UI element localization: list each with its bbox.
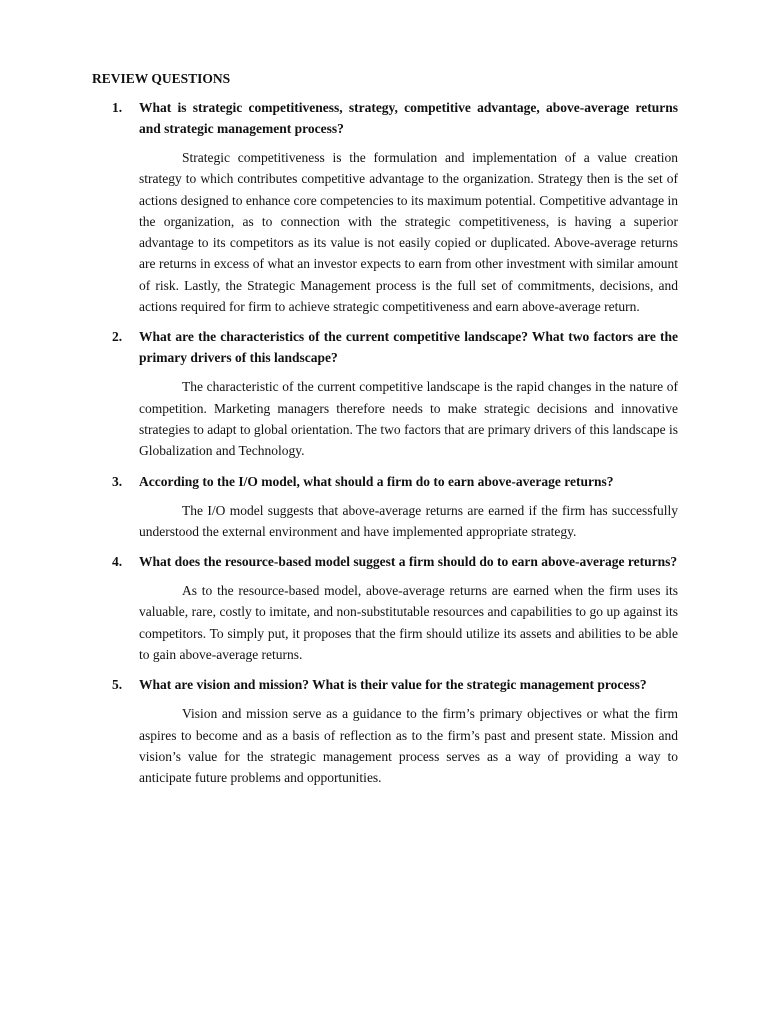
review-questions-list xyxy=(92,97,678,789)
question-number: 3. xyxy=(112,473,123,489)
question-number: 2. xyxy=(112,329,123,345)
question-item-4 xyxy=(92,551,678,665)
question-text: What are the characteristics of the current competitive landscape? What two factors are the primary drivers of this landscape? xyxy=(139,329,678,366)
question-number: 5. xyxy=(112,677,123,693)
question-item-5 xyxy=(92,674,678,788)
answer-text: Strategic competitiveness is the formulation and implementation of a value creation strategy to which contributes competitive advantage to the organization. Strategy then is the set of actions designed to enhance core competencies to its maximum potential. Competitive advantage in the organization, as to connection with the strategic competitiveness, is having a superior advantage to its competitors as its value is not easily copied or duplicated. Above-average returns are returns in excess of what an investor expects to earn from other investment with similar amount of risk. Lastly, the Strategic Management process is the full set of commitments, decisions, and actions required for firm to achieve strategic competitiveness and earn above-average return. xyxy=(139,150,678,315)
question-text: According to the I/O model, what should a firm do to earn above-average returns? xyxy=(139,473,614,489)
page-title: REVIEW QUESTIONS xyxy=(92,71,231,86)
question-item-3 xyxy=(92,471,678,543)
answer-text: The characteristic of the current competitive landscape is the rapid changes in the nature of competition. Marketing managers therefore needs to make strategic decisions and innovative strategies to adapt to global orientation. The two factors that are primary drivers of this landscape is Globalization and Technology. xyxy=(139,379,678,459)
answer-text: The I/O model suggests that above-average returns are earned if the firm has successfully understood the external environment and have implemented appropriate strategy. xyxy=(139,502,678,539)
question-text: What does the resource-based model suggest a firm should do to earn above-average returns? xyxy=(139,554,678,570)
question-number: 4. xyxy=(112,554,123,570)
answer-text: Vision and mission serve as a guidance to the firm’s primary objectives or what the firm aspires to become and as a basis of reflection as to the firm’s past and present state. Mission and vision’s value for the strategic management process serves as a way of providing a way to anticipate future problems and opportunities. xyxy=(139,706,678,786)
question-text: What is strategic competitiveness, strategy, competitive advantage, above-average returns and strategic management process? xyxy=(139,100,678,136)
question-item-1 xyxy=(92,97,678,317)
question-number: 1. xyxy=(112,100,123,115)
answer-text: As to the resource-based model, above-average returns are earned when the firm uses its valuable, rare, costly to imitate, and non-substitutable resources and capabilities to go up against its competitors. To simply put, it proposes that the firm should utilize its assets and abilities to be able to gain above-average returns. xyxy=(139,583,678,663)
question-item-2 xyxy=(92,326,678,461)
question-text: What are vision and mission? What is their value for the strategic management process? xyxy=(139,677,647,693)
